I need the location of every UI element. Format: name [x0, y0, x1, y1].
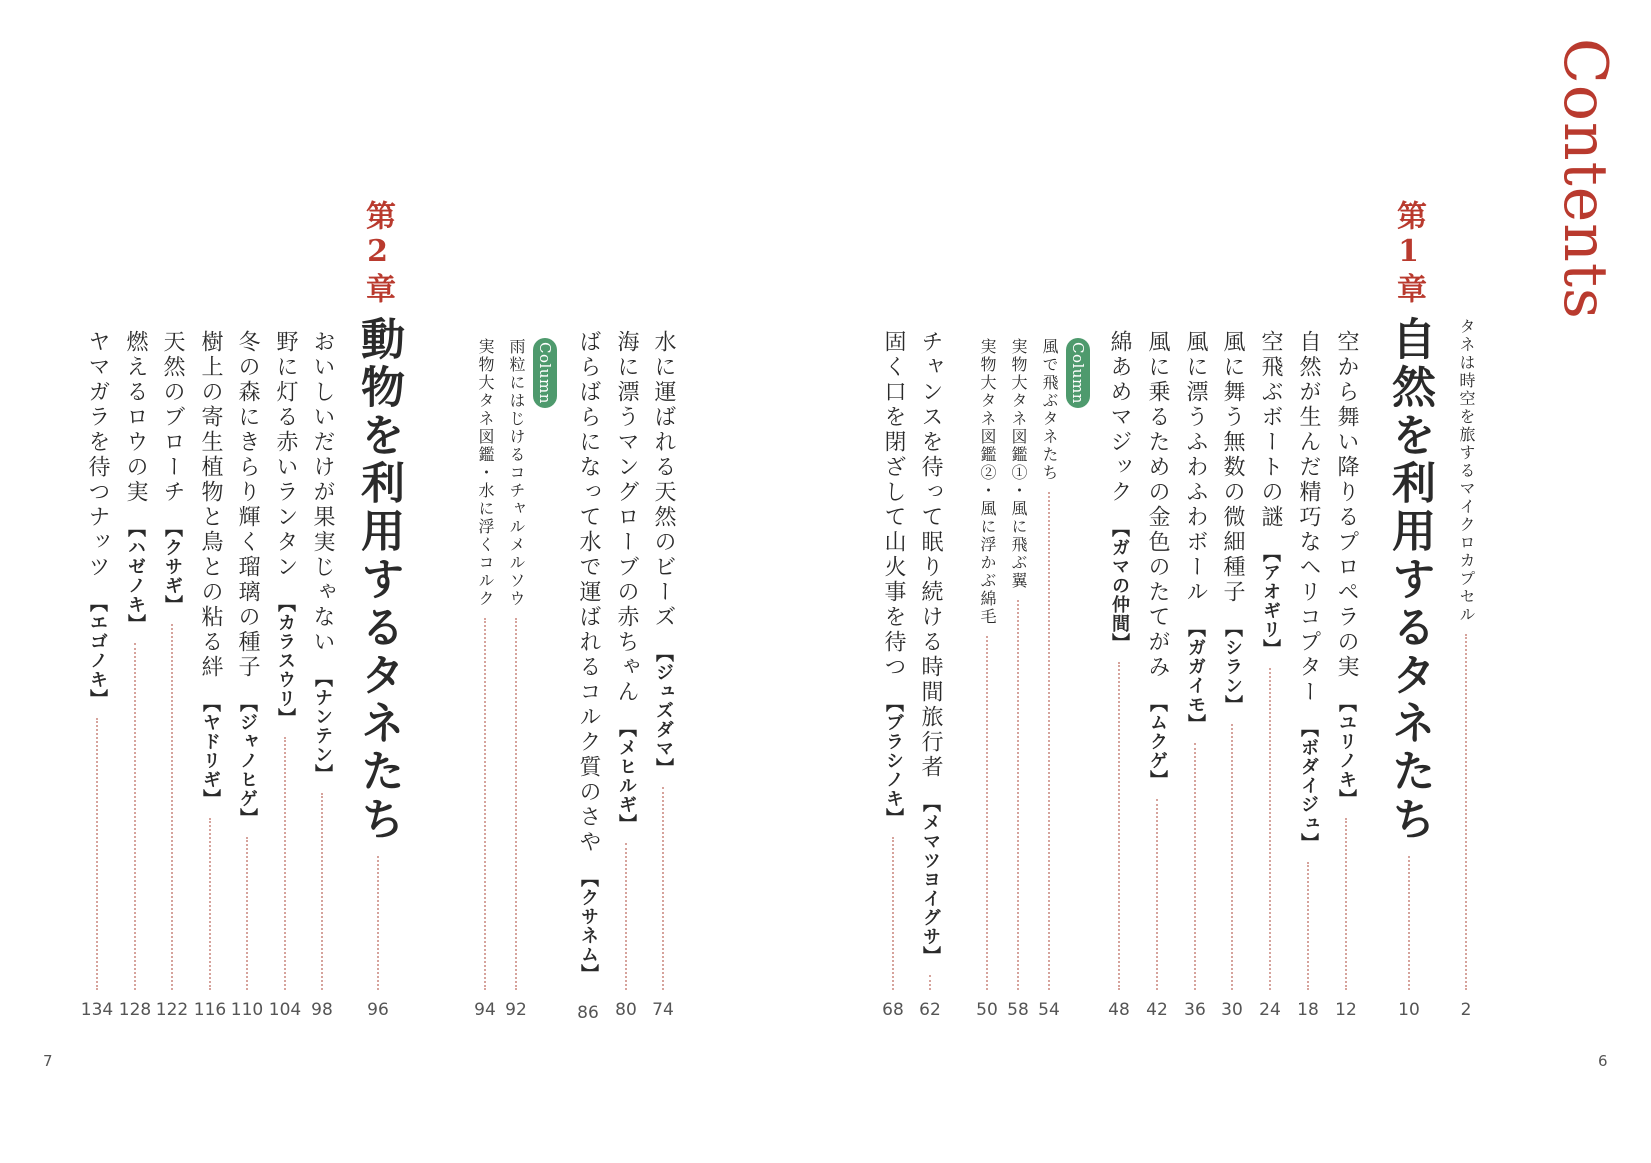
leader-dots [484, 618, 486, 990]
leader-dots [892, 837, 894, 990]
folio-left: 7 [43, 1052, 53, 1070]
plant-name: 【ブラシノキ】 [883, 694, 904, 827]
chapter-2-label: 第2章 [360, 200, 395, 307]
chapter-1-label: 第1章 [1391, 200, 1426, 307]
page-number: 36 [1184, 1000, 1206, 1020]
chapter-title: 動物を利用するタネたち [353, 316, 404, 844]
plant-name: 【クサギ】 [162, 519, 183, 614]
column-badge-label: Column [536, 342, 554, 404]
column-badge [1066, 338, 1090, 408]
page-number: 18 [1297, 1000, 1319, 1020]
page-number: 128 [118, 1000, 152, 1020]
toc-entry[interactable] [307, 330, 337, 1020]
toc-entry[interactable] [195, 330, 225, 1020]
leader-dots [625, 843, 627, 990]
plant-name: 【エゴノキ】 [87, 594, 108, 708]
leader-dots [1118, 662, 1120, 990]
leader-dots [1465, 634, 1467, 990]
toc-entry[interactable] [1217, 330, 1247, 1020]
entry-title: 風で飛ぶタネたち [1040, 338, 1059, 482]
leader-dots [377, 856, 379, 990]
page-number: 104 [268, 1000, 302, 1020]
toc-entry[interactable] [1005, 338, 1031, 1020]
plant-name: 【クサネム】 [578, 869, 599, 983]
page-number: 98 [311, 1000, 333, 1020]
page-number: 2 [1460, 1000, 1472, 1020]
entry-title: 実物大タネ図鑑②・風に浮かぶ綿毛 [978, 338, 997, 626]
page-number: 80 [615, 1000, 637, 1020]
chapter-title: 自然を利用するタネたち [1384, 316, 1435, 844]
leader-dots [515, 618, 517, 990]
plant-name: 【ガマの仲間】 [1109, 519, 1130, 652]
toc-entry[interactable] [232, 330, 262, 1020]
plant-name: 【メマツヨイグサ】 [920, 794, 941, 965]
page-number: 92 [505, 1000, 527, 1020]
leader-dots [986, 636, 988, 990]
plant-name: 【カラスウリ】 [275, 594, 296, 727]
plant-name: 【アオギリ】 [1260, 544, 1281, 658]
toc-entry[interactable] [1180, 330, 1210, 1020]
plant-name: 【ナンテン】 [312, 669, 333, 783]
leader-dots [1307, 862, 1309, 990]
page-number: 42 [1146, 1000, 1168, 1020]
contents-heading: Contents [1550, 38, 1620, 320]
entry-title: 野に灯る赤いランタン [273, 330, 298, 580]
leader-dots [1408, 856, 1410, 990]
page-number: 48 [1108, 1000, 1130, 1020]
page-number: 62 [919, 1000, 941, 1020]
page-number: 24 [1259, 1000, 1281, 1020]
leader-dots [929, 975, 931, 990]
column-badge [533, 338, 557, 408]
toc-entry[interactable] [82, 330, 112, 1020]
toc-entry[interactable] [1036, 338, 1062, 1020]
page-number: 54 [1038, 1000, 1060, 1020]
toc-entry[interactable] [120, 330, 150, 1020]
toc-entry[interactable] [1255, 330, 1285, 1020]
leader-dots [209, 818, 211, 990]
entry-title: タネは時空を旅するマイクロカプセル [1457, 318, 1476, 624]
page-number: 74 [652, 1000, 674, 1020]
page-number: 134 [80, 1000, 114, 1020]
entry-title: 海に漂うマングローブの赤ちゃん [614, 330, 639, 705]
entry-title: 風に乗るための金色のたてがみ [1145, 330, 1170, 680]
leader-dots [1231, 724, 1233, 990]
entry-title: 天然のブローチ [160, 330, 185, 505]
leader-dots [662, 787, 664, 990]
entry-title: 固く口を閉ざして山火事を待つ [881, 330, 906, 680]
page-number: 96 [367, 1000, 389, 1020]
plant-name: 【ジャノヒゲ】 [237, 694, 258, 827]
entry-title: 実物大タネ図鑑①・風に飛ぶ翼 [1009, 338, 1028, 590]
entry-title: 空飛ぶボートの謎 [1258, 330, 1283, 530]
page-number: 12 [1335, 1000, 1357, 1020]
leader-dots [321, 793, 323, 990]
page-number: 50 [976, 1000, 998, 1020]
page-number: 58 [1007, 1000, 1029, 1020]
entry-title: 実物大タネ図鑑・水に浮くコルク [476, 338, 495, 608]
entry-title: 燃えるロウの実 [123, 330, 148, 505]
chapter-2-heading[interactable] [353, 316, 403, 1020]
page-number: 122 [155, 1000, 189, 1020]
leader-dots [246, 837, 248, 990]
plant-name: 【シラン】 [1222, 619, 1243, 714]
entry-title: おいしいだけが果実じゃない [310, 330, 335, 655]
leader-dots [96, 718, 98, 990]
leader-dots [1048, 492, 1050, 990]
leader-dots [1345, 818, 1347, 990]
plant-name: 【ユリノキ】 [1336, 694, 1357, 808]
plant-name: 【ガガイモ】 [1185, 619, 1206, 733]
toc-entry[interactable] [573, 330, 603, 1023]
entry-title: 自然が生んだ精巧なヘリコプター [1296, 330, 1321, 705]
intro-entry[interactable] [1458, 318, 1474, 1020]
leader-dots [1156, 799, 1158, 990]
toc-entry[interactable] [915, 330, 945, 1020]
entry-title: 水に運ばれる天然のビーズ [651, 330, 676, 630]
entry-title: 風に漂うふわふわボール [1183, 330, 1208, 605]
plant-name: 【ヤドリギ】 [200, 694, 221, 808]
entry-title: 冬の森にきらり輝く瑠璃の種子 [235, 330, 260, 680]
page-number: 30 [1221, 1000, 1243, 1020]
folio-right: 6 [1598, 1052, 1608, 1070]
toc-entry[interactable] [1293, 330, 1323, 1020]
entry-title: チャンスを待って眠り続ける時間旅行者 [918, 330, 943, 780]
plant-name: 【ハゼノキ】 [125, 519, 146, 633]
toc-entry[interactable] [1331, 330, 1361, 1020]
entry-title: 樹上の寄生植物と鳥との粘る絆 [198, 330, 223, 680]
plant-name: 【ボダイジュ】 [1298, 719, 1319, 852]
entry-title: ばらばらになって水で運ばれるコルク質のさや [576, 330, 601, 855]
toc-entry[interactable] [503, 338, 529, 1020]
toc-entry[interactable] [157, 330, 187, 1020]
entry-title: 綿あめマジック [1107, 330, 1132, 505]
toc-entry[interactable] [1104, 330, 1134, 1020]
plant-name: 【メヒルギ】 [616, 719, 637, 833]
leader-dots [1194, 743, 1196, 990]
entry-title: 雨粒にはじけるコチャルメルソウ [507, 338, 526, 608]
toc-entry[interactable] [270, 330, 300, 1020]
page-number: 86 [577, 1003, 599, 1023]
column-badge-label: Column [1069, 342, 1087, 404]
leader-dots [1017, 600, 1019, 990]
page-number: 68 [882, 1000, 904, 1020]
page-number: 10 [1398, 1000, 1420, 1020]
chapter-1-heading[interactable] [1384, 316, 1434, 1020]
leader-dots [1269, 668, 1271, 990]
plant-name: 【ムクゲ】 [1147, 694, 1168, 789]
entry-title: 空から舞い降りるプロペラの実 [1334, 330, 1359, 680]
toc-entry[interactable] [648, 330, 678, 1020]
toc-entry[interactable] [611, 330, 641, 1020]
toc-entry[interactable] [472, 338, 498, 1020]
page-number: 110 [230, 1000, 264, 1020]
toc-entry[interactable] [878, 330, 908, 1020]
toc-entry[interactable] [974, 338, 1000, 1020]
entry-title: 風に舞う無数の微細種子 [1220, 330, 1245, 605]
leader-dots [171, 624, 173, 990]
page-number: 116 [193, 1000, 227, 1020]
toc-entry[interactable] [1142, 330, 1172, 1020]
leader-dots [134, 643, 136, 990]
plant-name: 【ジュズダマ】 [653, 644, 674, 777]
page-number: 94 [474, 1000, 496, 1020]
entry-title: ヤマガラを待つナッツ [85, 330, 110, 580]
leader-dots [284, 737, 286, 990]
